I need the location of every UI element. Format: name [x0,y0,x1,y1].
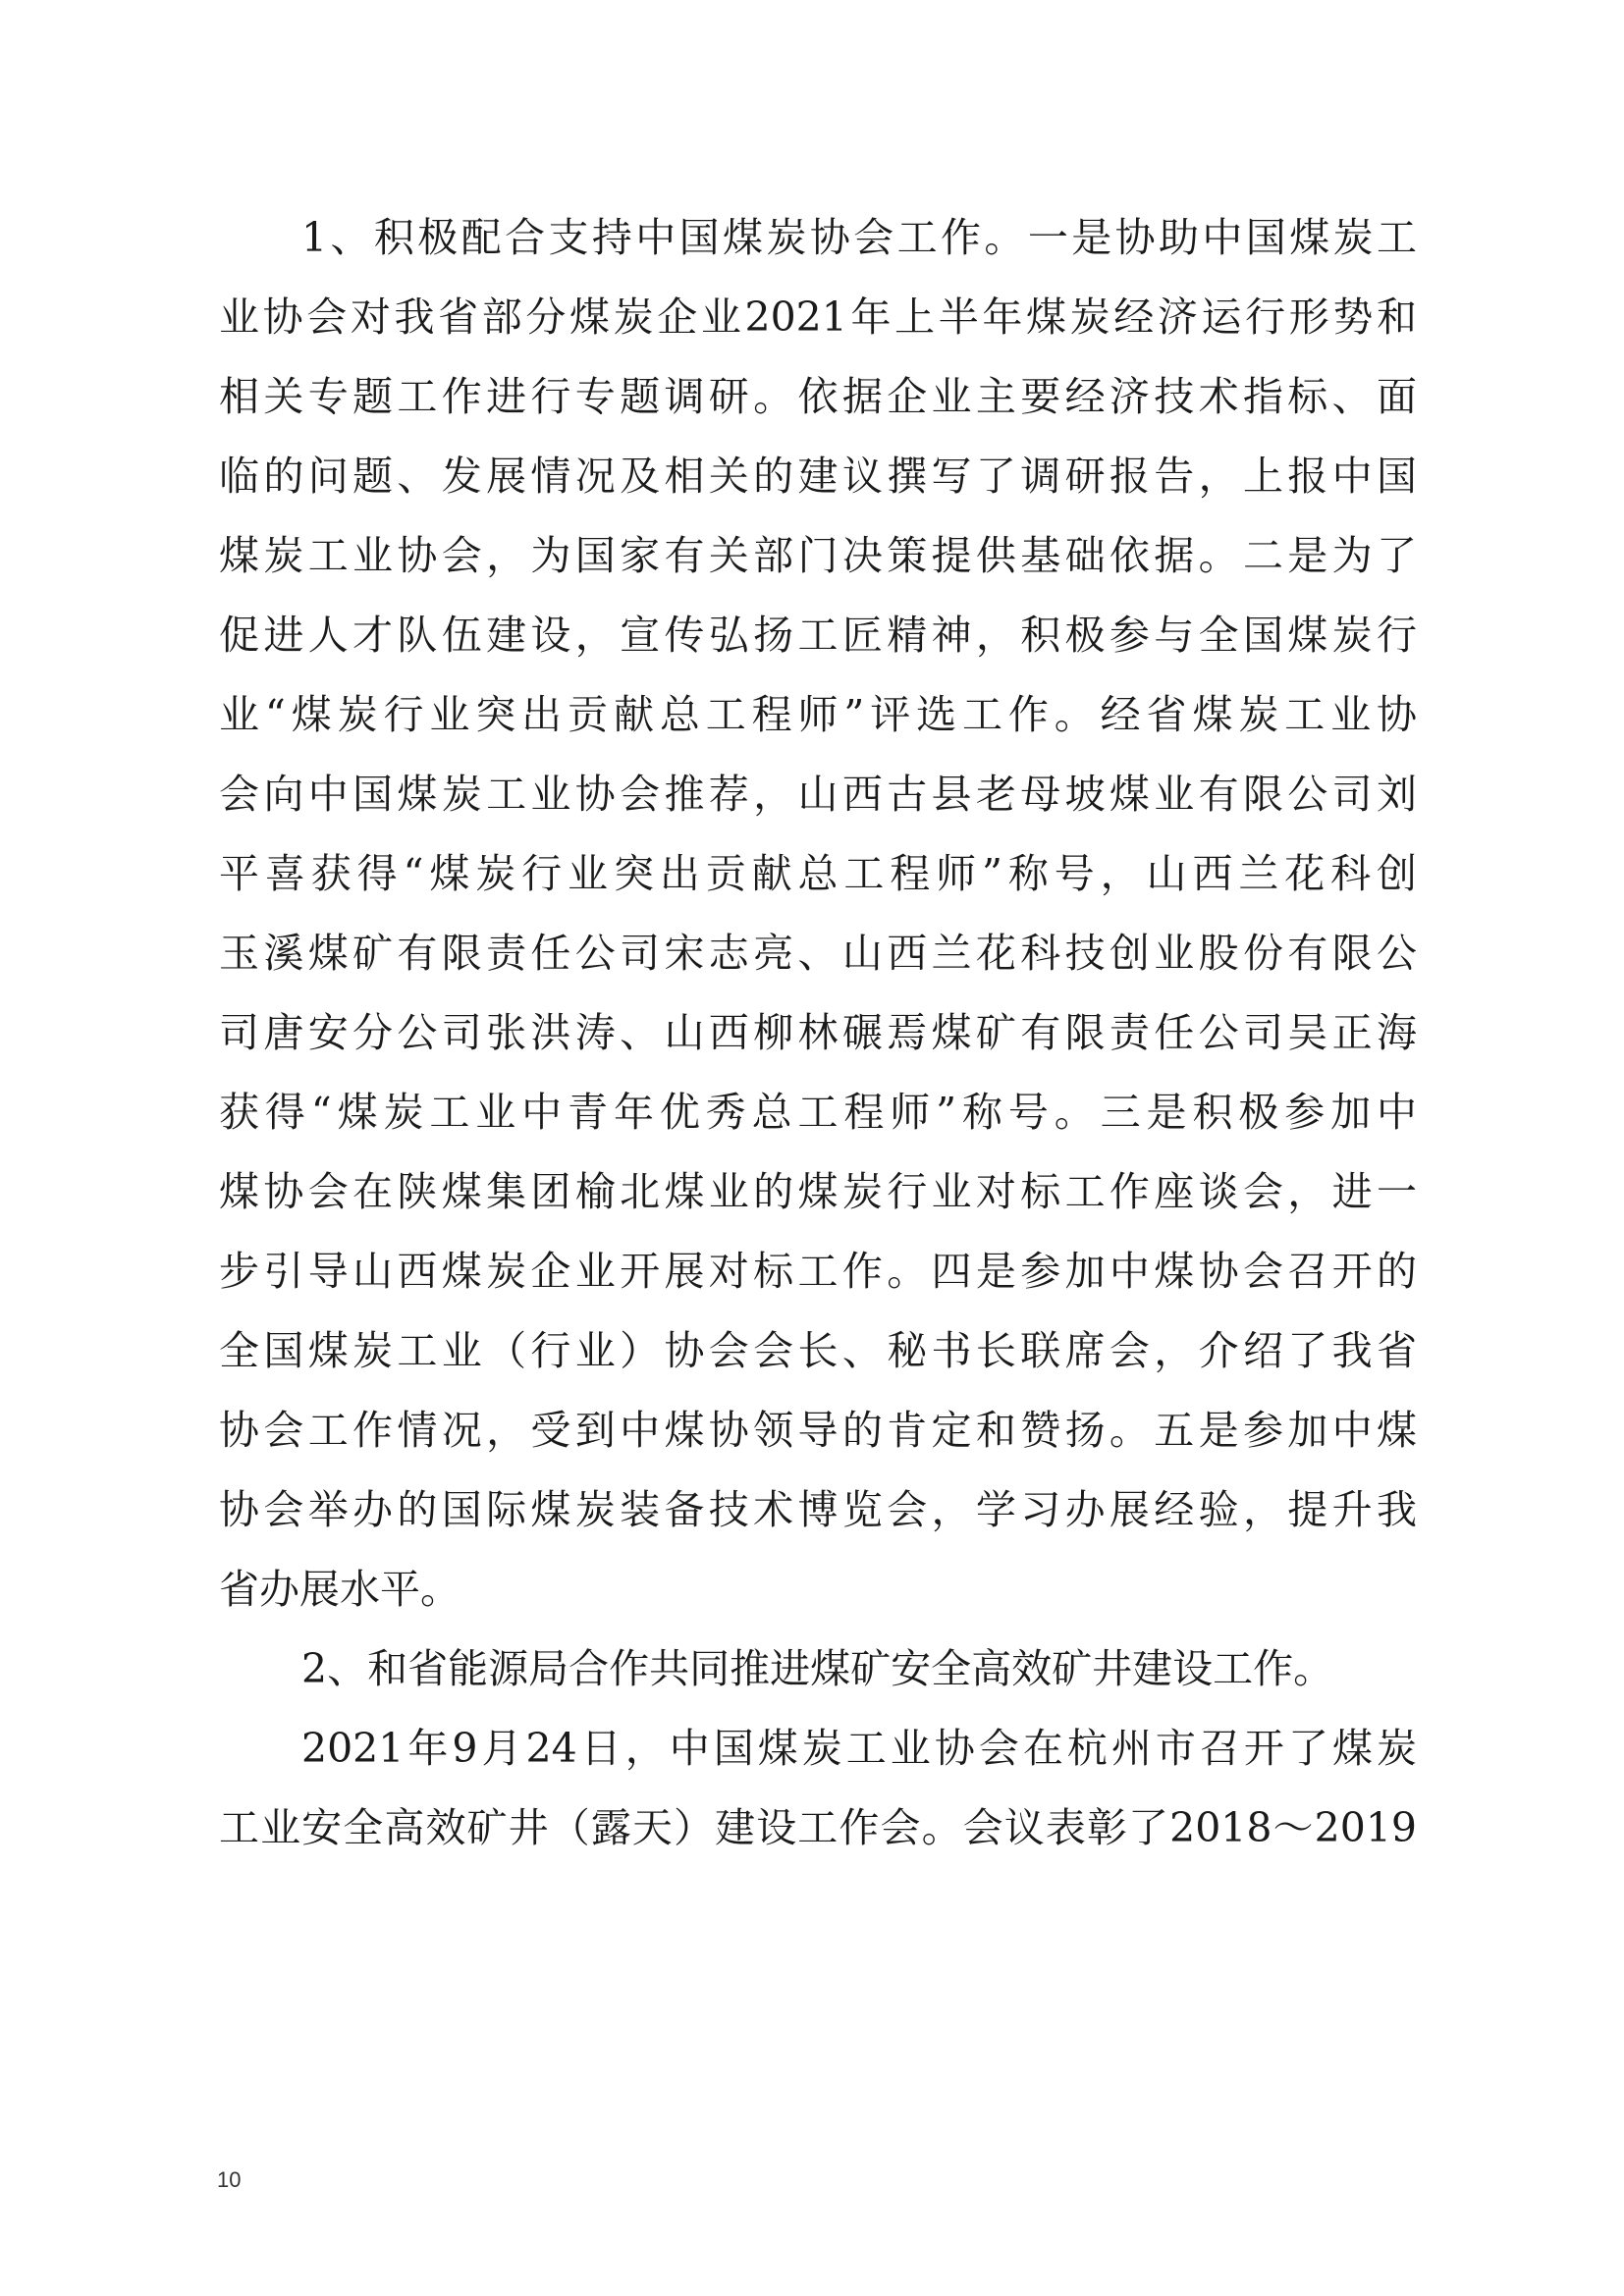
text-line: 步引导山西煤炭企业开展对标工作。四是参加中煤协会召开的 [219,1248,1417,1295]
page-number: 10 [217,2167,242,2192]
text-line: 省办展水平。 [219,1566,460,1613]
text-line: 全国煤炭工业（行业）协会会长、秘书长联席会，介绍了我省 [219,1327,1417,1374]
text-line: 协会举办的国际煤炭装备技术博览会，学习办展经验，提升我 [219,1486,1417,1533]
text-line: 司唐安分公司张洪涛、山西柳林碾焉煤矿有限责任公司吴正海 [219,1009,1417,1056]
text-line: 相关专题工作进行专题调研。依据企业主要经济技术指标、面 [219,373,1417,420]
text-line: 获得“煤炭工业中青年优秀总工程师”称号。三是积极参加中 [219,1089,1417,1136]
text-line: 临的问题、发展情况及相关的建议撰写了调研报告，上报中国 [219,453,1417,500]
text-line: 玉溪煤矿有限责任公司宋志亮、山西兰花科技创业股份有限公 [219,930,1417,977]
text-line: 协会工作情况，受到中煤协领导的肯定和赞扬。五是参加中煤 [219,1407,1417,1454]
text-line: 2、和省能源局合作共同推进煤矿安全高效矿井建设工作。 [301,1645,1334,1692]
text-line: 促进人才队伍建设，宣传弘扬工匠精神，积极参与全国煤炭行 [219,612,1417,659]
body-text [219,198,1417,1868]
text-line: 1、积极配合支持中国煤炭协会工作。一是协助中国煤炭工 [301,214,1417,261]
text-line: 平喜获得“煤炭行业突出贡献总工程师”称号，山西兰花科创 [219,850,1417,897]
text-line: 2021年9月24日，中国煤炭工业协会在杭州市召开了煤炭 [301,1725,1417,1772]
text-line: 会向中国煤炭工业协会推荐，山西古县老母坡煤业有限公司刘 [219,771,1417,818]
text-line: 煤协会在陕煤集团榆北煤业的煤炭行业对标工作座谈会，进一 [219,1168,1417,1215]
text-line: 工业安全高效矿井（露天）建设工作会。会议表彰了2018～2019 [219,1804,1417,1851]
text-line: 业“煤炭行业突出贡献总工程师”评选工作。经省煤炭工业协 [219,691,1417,738]
text-line: 煤炭工业协会，为国家有关部门决策提供基础依据。二是为了 [219,532,1417,579]
text-line: 业协会对我省部分煤炭企业2021年上半年煤炭经济运行形势和 [219,294,1417,341]
